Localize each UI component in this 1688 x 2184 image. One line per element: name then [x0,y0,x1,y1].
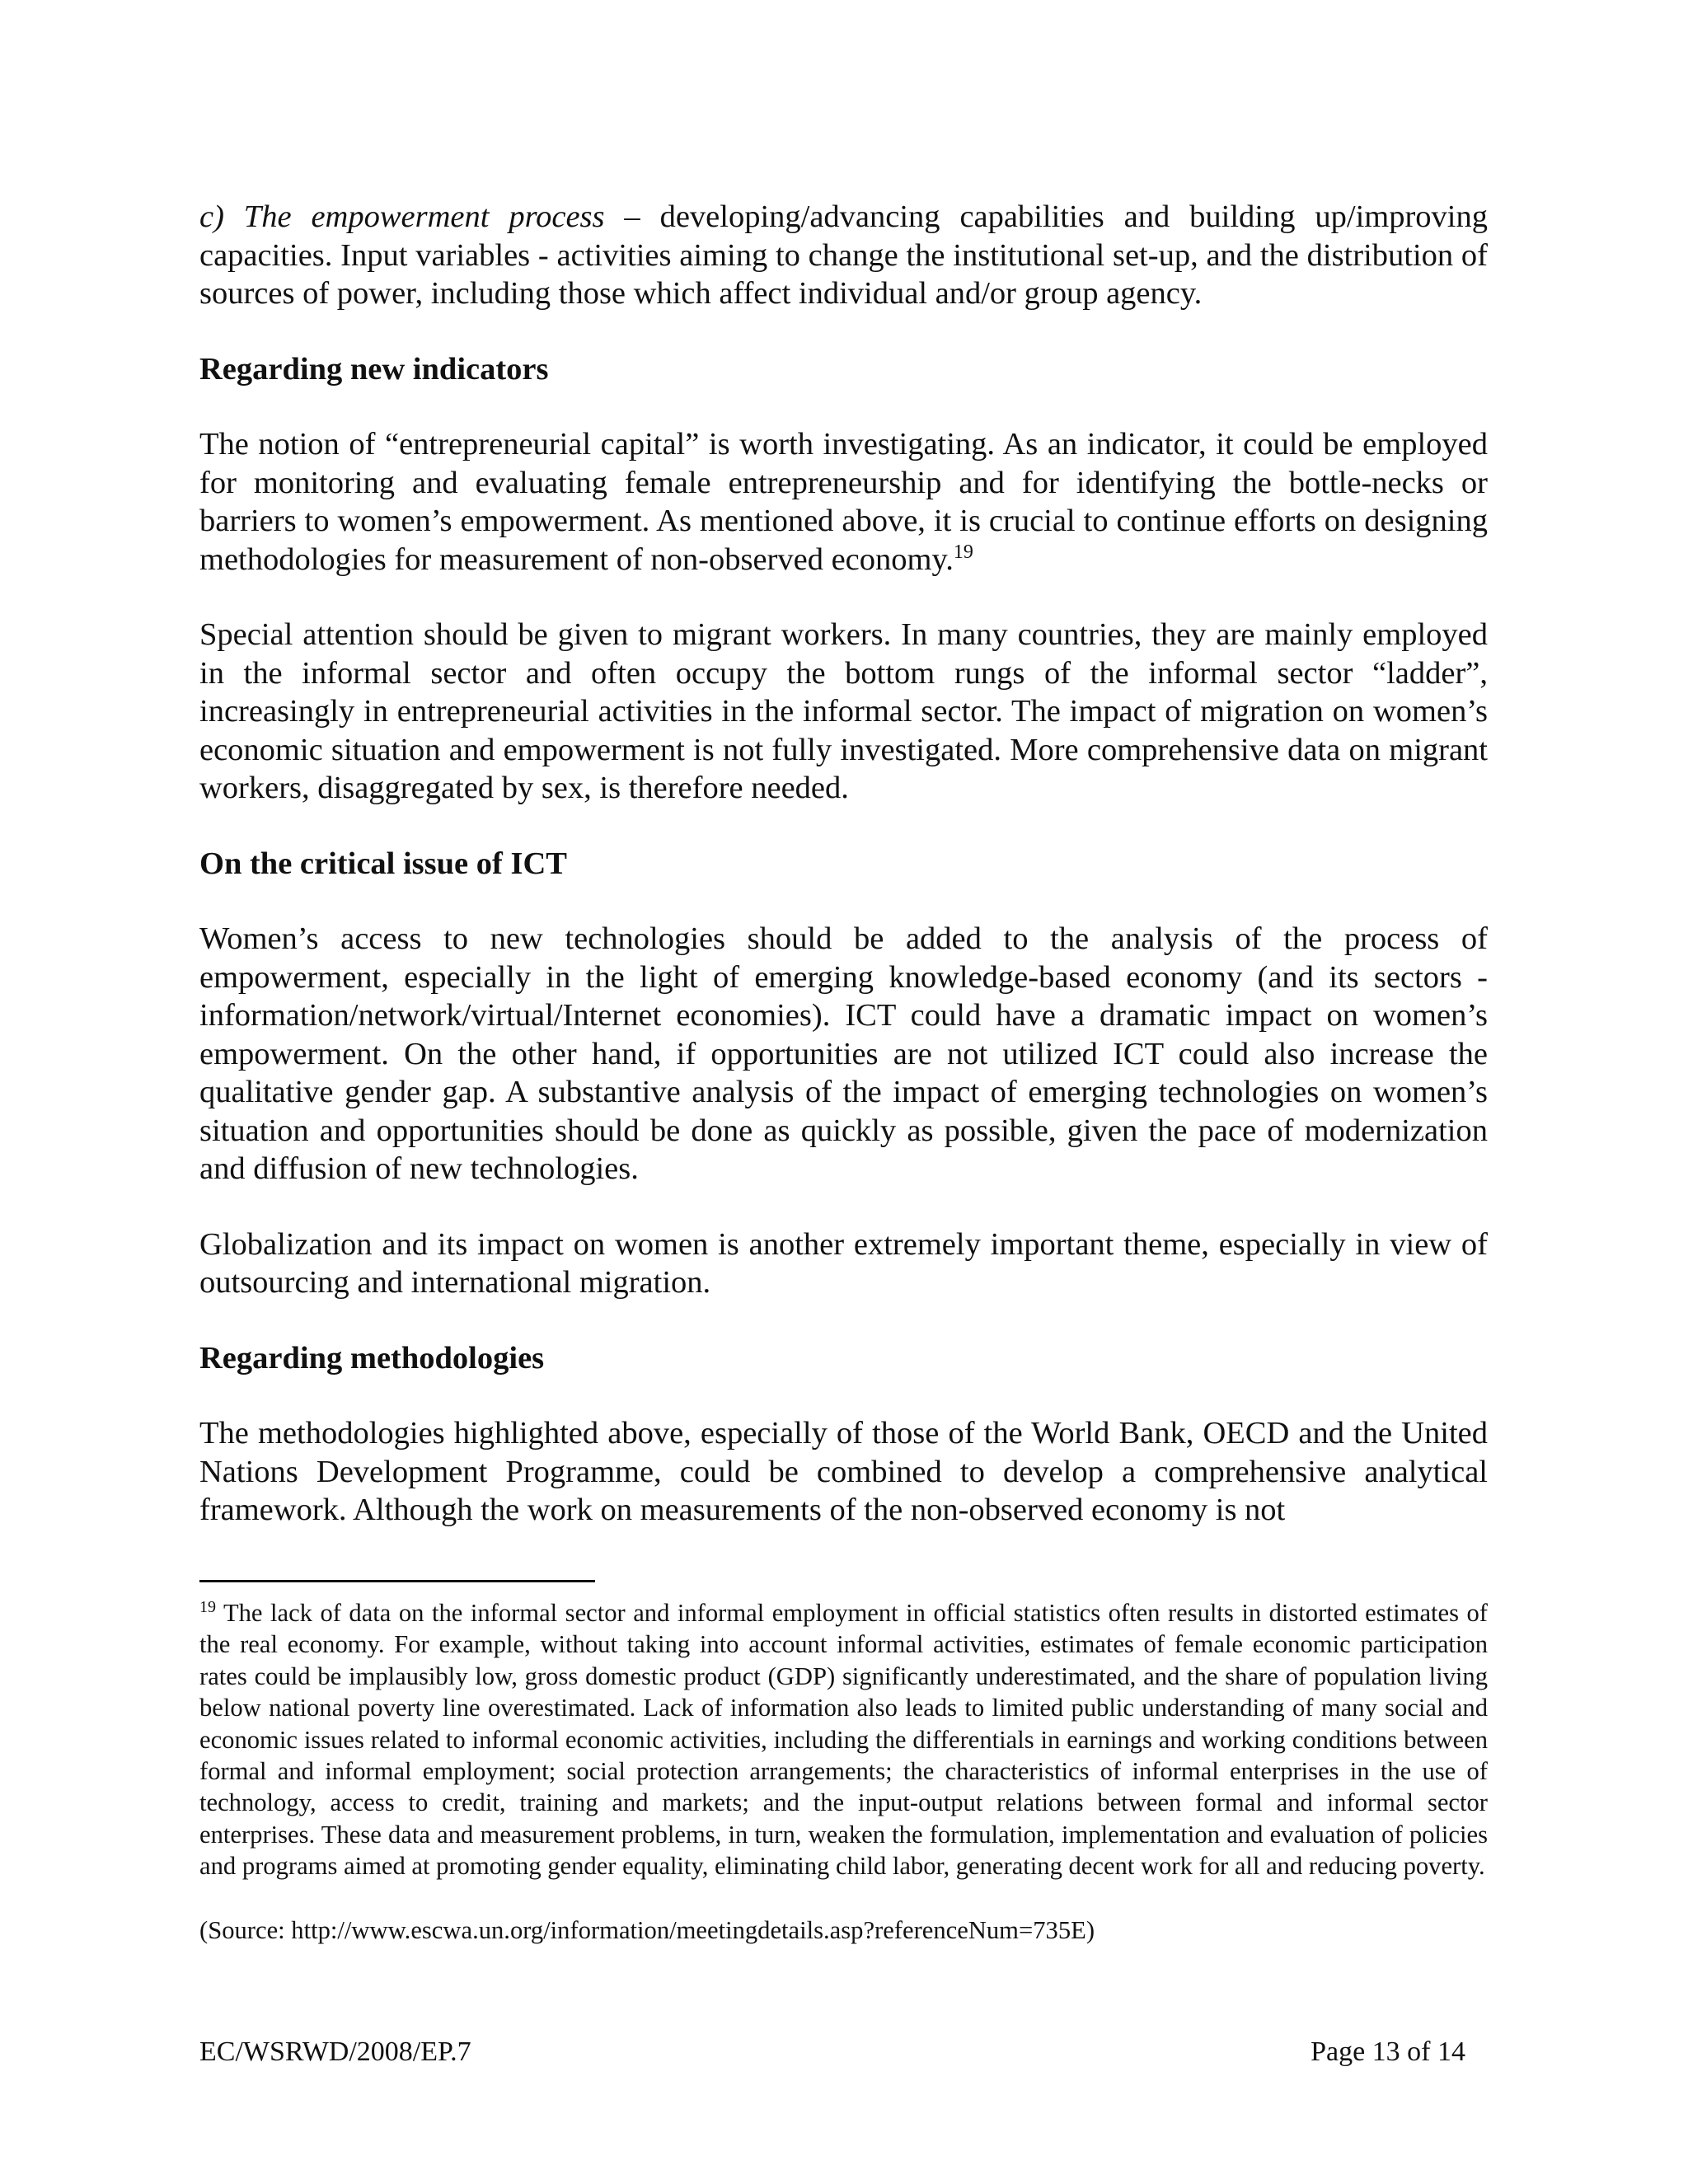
paragraph-migrant-workers: Special attention should be given to migrant workers. In many countries, they are mainly employed in the informal sector and often occupy the bottom rungs of the informal sector “ladder”, increasingly in entrepreneurial activities in the informal sector. The impact of migration on women’s economic situation and empowerment is not fully investigated. More comprehensive data on migrant workers, disaggregated by sex, is therefore needed. [199,617,1488,805]
footnote-divider [199,1580,595,1582]
footnote-reference[interactable]: 19 [953,541,973,563]
document-id: EC/WSRWD/2008/EP.7 [199,2036,471,2067]
heading-ict: On the critical issue of ICT [199,846,567,881]
page-number: Page 13 of 14 [1311,2036,1465,2067]
paragraph-entrepreneurial-capital [199,425,1488,579]
footnote-source: (Source: http://www.escwa.un.org/information/meetingdetails.asp?referenceNum=735E) [199,1916,1095,1944]
intro-text: – developing/advancing capabilities and building up/improving capacities. Input variables - activities aiming to change the institutional set-up, and the distribution of sources of power, including those which affect individual and/or group agency. [199,199,1488,311]
document-body [199,198,1488,1567]
heading-methodologies: Regarding methodologies [199,1340,545,1376]
intro-lead: c) The empowerment process [199,199,605,234]
paragraph-methodologies: The methodologies highlighted above, especially of those of the World Bank, OECD and the United Nations Development Programme, could be combined to develop a comprehensive analytical framework. Although the work on measurements of the non-observed economy is not [199,1416,1488,1527]
footnote-text: The lack of data on the informal sector and informal employment in official statistics often results in distorted estimates of the real economy. For example, without taking into account informal activities, estimates of female economic participation rates could be implausibly low, gross domestic product (GDP) significantly underestimated, and the share of population living below national poverty line overestimated. Lack of information also leads to limited public understanding of many social and economic issues related to informal economic activities, including the differentials in earnings and working conditions between formal and informal employment; social protection arrangements; the characteristics of informal enterprises in the use of technology, access to credit, training and markets; and the input-output relations between formal and informal sector enterprises. These data and measurement problems, in turn, weaken the formulation, implementation and evaluation of policies and programs aimed at promoting gender equality, eliminating child labor, generating decent work for all and reducing poverty. [199,1599,1488,1881]
heading-new-indicators: Regarding new indicators [199,351,549,387]
footnote-19 [199,1597,1488,1882]
intro-paragraph [199,198,1488,313]
paragraph-text: The notion of “entrepreneurial capital” is worth investigating. As an indicator, it could be employed for monitoring and evaluating female entrepreneurship and for identifying the bottle-necks or barriers to women’s empowerment. As mentioned above, it is crucial to continue efforts on designing methodologies for measurement of non-observed economy. [199,427,1488,577]
footnote-number: 19 [199,1598,216,1616]
paragraph-globalization: Globalization and its impact on women is another extremely important theme, especially in view of outsourcing and international migration. [199,1226,1488,1300]
paragraph-ict-access: Women’s access to new technologies should be added to the analysis of the process of empowerment, especially in the light of emerging knowledge-based economy (and its sectors - information/network/virtual/Internet economies). ICT could have a dramatic impact on women’s empowerment. On the other hand, if opportunities are not utilized ICT could also increase the qualitative gender gap. A substantive analysis of the impact of emerging technologies on women’s situation and opportunities should be done as quickly as possible, given the pace of modernization and diffusion of new technologies. [199,921,1488,1186]
